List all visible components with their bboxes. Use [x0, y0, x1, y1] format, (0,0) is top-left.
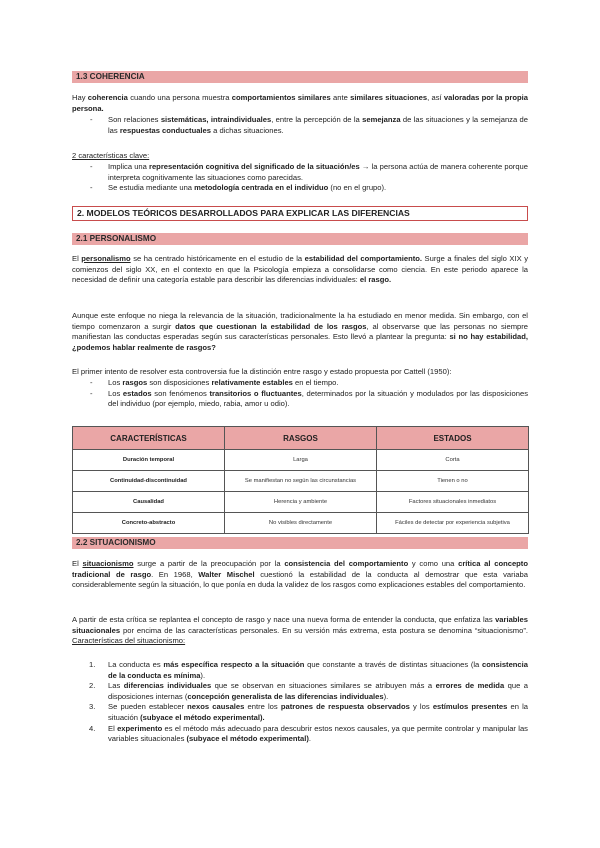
- table-header-cell: CARACTERÍSTICAS: [73, 427, 225, 450]
- rasgos-estados-table: [72, 426, 529, 534]
- personalismo-paragraph-2: Aunque este enfoque no niega la relevancia de la situación, tradicionalmente la ha estudiado en menor medida. Sin embargo, con el tiempo comenzaron a surgir datos que cuestionan la estabilidad de los rasgos, al observarse que las personas no siempre manifiestan las conductas esperadas según sus características personales. Esto llevó a plantear la pregunta: si no hay estabilidad, ¿podemos hablar realmente de rasgos?: [72, 311, 529, 352]
- list-item: - Son relaciones sistemáticas, intraindividuales, entre la percepción de la semejanza de las situaciones y la semejanza de las respuestas conductuales a dichas situaciones.: [90, 115, 528, 135]
- situacionismo-paragraph-1: El situacionismo surge a partir de la preocupación por la consistencia del comportamiento y como una crítica al concepto tradicional de rasgo. En 1968, Walter Mischel cuestionó la estabilidad de la conducta al demostrar que esta variaba considerablemente según la situación, lo que ponía en duda la validez de los rasgos como explicaciones estables del comportamiento.: [72, 559, 528, 590]
- rasgo-estado-list: [72, 378, 528, 410]
- table-cell: Continuidad-discontinuidad: [73, 471, 225, 492]
- list-item: - Implica una representación cognitiva del significado de la situación/es → la persona actúa de manera coherente porque interpreta cognitivamente las situaciones como parecidas.: [90, 162, 528, 182]
- table-cell: Causalidad: [73, 492, 225, 513]
- table-row: [73, 471, 529, 492]
- list-item: 2. Las diferencias individuales que se observan en situaciones similares se atribuyen más a errores de medida que a disposiciones internas (concepción generalista de las diferencias individuales).: [89, 681, 529, 701]
- table-cell: Se manifiestan no según las circunstancias: [225, 471, 377, 492]
- key-characteristics-label: 2 características clave:: [72, 151, 150, 160]
- table-cell: Larga: [225, 450, 377, 471]
- situacionismo-characteristics: [72, 660, 528, 745]
- table-row: [73, 450, 529, 471]
- table-cell: Fáciles de detectar por experiencia subjetiva: [377, 513, 529, 534]
- coherencia-definition: Hay coherencia cuando una persona muestra comportamientos similares ante similares situaciones, así valoradas por la propia persona.: [72, 93, 528, 113]
- list-item: 3. Se pueden establecer nexos causales entre los patrones de respuesta observados y los estímulos presentes en la situación (subyace el método experimental).: [89, 702, 528, 722]
- table-header-row: [73, 427, 529, 450]
- list-item: - Los estados son fenómenos transitorios o fluctuantes, determinados por la situación y modulados por las disposiciones del individuo (por ejemplo, miedo, rabia, amor u odio).: [90, 388, 528, 409]
- list-item: - Se estudia mediante una metodología centrada en el individuo (no en el grupo).: [90, 183, 387, 193]
- table-row: [73, 492, 529, 513]
- table-header-cell: ESTADOS: [377, 427, 529, 450]
- section-heading-1-3: 1.3 COHERENCIA: [72, 71, 528, 83]
- section-heading-2-2: 2.2 SITUACIONISMO: [72, 537, 528, 549]
- section-heading-2-1: 2.1 PERSONALISMO: [72, 233, 528, 245]
- situacionismo-paragraph-2: A partir de esta crítica se replantea el concepto de rasgo y nace una nueva forma de entender la conducta, que enfatiza las variables situacionales por encima de las características personales. En su versión más extrema, esta postura se denomina “situacionismo”. Características del situacionismo:: [72, 615, 528, 646]
- table-cell: Corta: [377, 450, 529, 471]
- table-cell: Concreto-abstracto: [73, 513, 225, 534]
- table-row: [73, 513, 529, 534]
- list-item: 1. La conducta es más específica respecto a la situación que constante a través de distintas situaciones (la consistencia de la conducta es mínima).: [89, 660, 528, 680]
- section-heading-2: 2. MODELOS TEÓRICOS DESARROLLADOS PARA EXPLICAR LAS DIFERENCIAS: [72, 206, 528, 221]
- key-characteristics-list: [72, 162, 528, 194]
- cattell-intro: El primer intento de resolver esta controversia fue la distinción entre rasgo y estado propuesta por Cattell (1950):: [72, 367, 452, 376]
- table-cell: Duración temporal: [73, 450, 225, 471]
- list-item: 4. El experimento es el método más adecuado para descubrir estos nexos causales, ya que permite controlar y manipular las variables situacionales (subyace el método experimental).: [89, 723, 528, 744]
- list-item: - Los rasgos son disposiciones relativamente estables en el tiempo.: [90, 378, 339, 387]
- personalismo-paragraph-1: El personalismo se ha centrado históricamente en el estudio de la estabilidad del comportamiento. Surge a finales del siglo XIX y comienzos del siglo XX, en el contexto en que la Psicología empieza a consolidarse como ciencia. En este periodo aparece la necesidad de definir una categoría estable para describir las diferencias individuales: el rasgo.: [72, 254, 528, 285]
- table-cell: No visibles directamente: [225, 513, 377, 534]
- coherencia-bullets: [72, 115, 528, 136]
- table-cell: Tienen o no: [377, 471, 529, 492]
- table-cell: Factores situacionales inmediatos: [377, 492, 529, 513]
- table-header-cell: RASGOS: [225, 427, 377, 450]
- table-cell: Herencia y ambiente: [225, 492, 377, 513]
